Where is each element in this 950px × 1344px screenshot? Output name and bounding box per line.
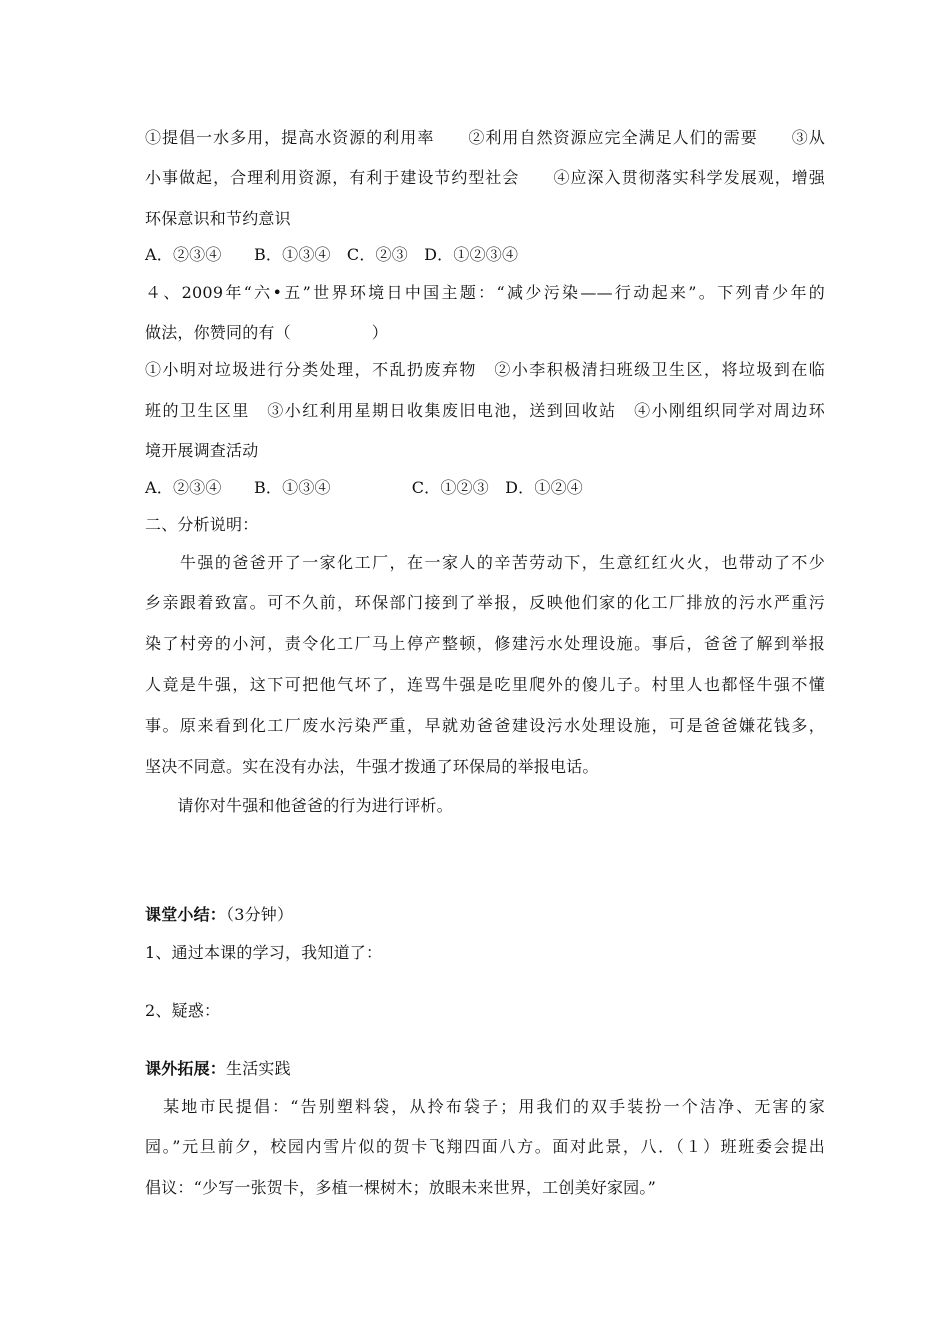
analysis-para-line-3: 染了村旁的小河，责令化工厂马上停产整顿，修建污水处理设施。事后，爸爸了解到举报 <box>145 634 825 653</box>
summary-item-1: 1、通过本课的学习，我知道了： <box>145 943 383 962</box>
q3-statement-line-3: 环保意识和节约意识 <box>145 209 291 228</box>
analysis-para-line-6: 坚决不同意。实在没有办法，牛强才拨通了环保局的举报电话。 <box>145 757 599 776</box>
extension-subtitle: 生活实践 <box>226 1059 291 1078</box>
summary-title: 课堂小结： <box>145 905 227 924</box>
extension-para-line-3: 倡议：“少写一张贺卡，多植一棵树木；放眼未来世界，工创美好家园。” <box>145 1178 656 1197</box>
analysis-question: 请你对牛强和他爸爸的行为进行评析。 <box>145 796 453 815</box>
q3-statement-line-2: 小事做起，合理利用资源，有利于建设节约型社会 ④应深入贯彻落实科学发展观，增强 <box>145 168 825 187</box>
q4-options: A．②③④ B．①③④ C．①②③ D．①②④ <box>145 478 583 497</box>
extension-para-line-2: 园。”元旦前夕，校园内雪片似的贺卡飞翔四面八方。面对此景，八．（１）班班委会提出 <box>145 1137 825 1156</box>
summary-time: （3分钟） <box>226 905 294 924</box>
extension-title: 课外拓展： <box>145 1059 227 1078</box>
q4-statement-line-2: 班的卫生区里 ③小红利用星期日收集废旧电池，送到回收站 ④小刚组织同学对周边环 <box>145 401 825 420</box>
section-2-heading: 二、分析说明： <box>145 515 259 534</box>
analysis-para-line-1: 牛强的爸爸开了一家化工厂，在一家人的辛苦劳动下，生意红红火火，也带动了不少 <box>145 553 825 572</box>
q3-statement-line-1: ①提倡一水多用，提高水资源的利用率 ②利用自然资源应完全满足人们的需要 ③从 <box>145 128 825 147</box>
extension-para-line-1: 某地市民提倡：“告别塑料袋，从拎布袋子；用我们的双手装扮一个洁净、无害的家 <box>145 1097 825 1116</box>
extension-heading <box>145 1059 825 1079</box>
analysis-para-line-2: 乡亲跟着致富。可不久前，环保部门接到了举报，反映他们家的化工厂排放的污水严重污 <box>145 593 825 612</box>
analysis-para-line-5: 事。原来看到化工厂废水污染严重，早就劝爸爸建设污水处理设施，可是爸爸嫌花钱多， <box>145 716 825 735</box>
q4-statement-line-1: ①小明对垃圾进行分类处理，不乱扔废弃物 ②小李积极清扫班级卫生区，将垃圾到在临 <box>145 360 825 379</box>
summary-item-2: 2、疑惑： <box>145 1001 221 1020</box>
q4-statement-line-3: 境开展调查活动 <box>145 441 259 460</box>
q3-options: A．②③④ B．①③④ C．②③ D．①②③④ <box>145 245 519 264</box>
q4-stem-line-2: 做法，你赞同的有（ ） <box>145 323 389 342</box>
analysis-para-line-4: 人竟是牛强，这下可把他气坏了，连骂牛强是吃里爬外的傻儿子。村里人也都怪牛强不懂 <box>145 675 825 694</box>
summary-heading <box>145 905 825 925</box>
q4-stem-line-1: ４、2009年“六•五”世界环境日中国主题：“减少污染——行动起来”。下列青少年的 <box>145 283 825 302</box>
